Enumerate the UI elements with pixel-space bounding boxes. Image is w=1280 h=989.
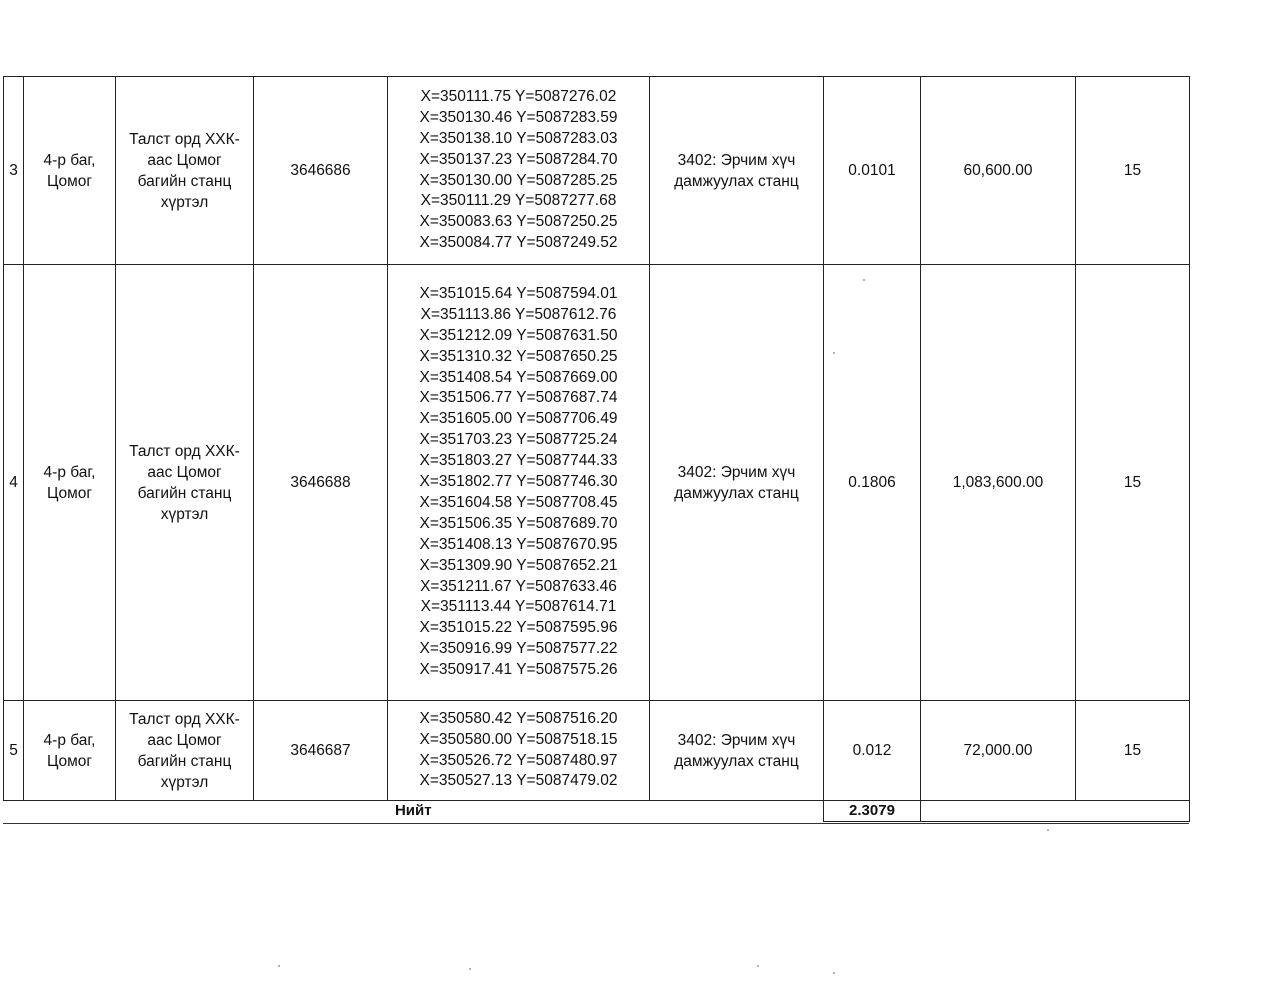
coordinate-pair: X=350527.13 Y=5087479.02 [419, 772, 618, 790]
coordinates-list [390, 709, 647, 793]
area-value: 0.1806 [824, 265, 921, 701]
description-line: хүртэл [160, 505, 209, 523]
description-line: багийн станц [137, 484, 232, 502]
amount-value: 60,600.00 [921, 77, 1076, 265]
coordinate-pair: X=351113.86 Y=5087612.76 [420, 305, 617, 323]
coordinates-list [390, 284, 647, 681]
scan-speck [469, 968, 471, 970]
coordinate-pair: X=350580.00 Y=5087518.15 [419, 730, 618, 748]
coordinate-pair: X=351113.44 Y=5087614.71 [420, 598, 617, 616]
total-blank-cell [921, 801, 1190, 822]
coordinate-pair: X=351802.77 Y=5087746.30 [419, 473, 618, 491]
purpose-line: дамжуулах станц [674, 172, 799, 190]
coordinate-pair: X=350138.10 Y=5087283.03 [419, 129, 618, 147]
area-value: 0.0101 [824, 77, 921, 265]
bag-line: Цомог [46, 172, 93, 190]
description-line: Талст орд ХХК- [129, 130, 240, 148]
scan-speck [833, 352, 835, 354]
coordinate-pair: X=351803.27 Y=5087744.33 [419, 452, 618, 470]
coordinate-pair: X=350917.41 Y=5087575.26 [419, 661, 618, 679]
description-line: Талст орд ХХК- [129, 442, 240, 460]
total-area: 2.3079 [824, 801, 921, 822]
table-row [4, 701, 1190, 801]
coordinate-pair: X=351310.32 Y=5087650.25 [419, 347, 618, 365]
bag-line: 4-р баг, [43, 731, 96, 749]
bag-cell [24, 265, 116, 701]
coordinate-pair: X=351605.00 Y=5087706.49 [419, 410, 618, 428]
bag-line: 4-р баг, [43, 463, 96, 481]
description-cell [116, 701, 254, 801]
coordinate-pair: X=350111.29 Y=5087277.68 [420, 192, 617, 210]
description-line: аас Цомог [147, 151, 222, 169]
description-line: аас Цомог [147, 463, 222, 481]
coordinate-pair: X=350130.46 Y=5087283.59 [419, 108, 618, 126]
purpose-line: 3402: Эрчим хүч [677, 731, 796, 749]
bag-line: Цомог [46, 484, 93, 502]
years-value: 15 [1076, 265, 1190, 701]
coordinate-pair: X=350083.63 Y=5087250.25 [419, 213, 618, 231]
purpose-cell [650, 701, 824, 801]
years-value: 15 [1076, 701, 1190, 801]
scan-speck [757, 965, 759, 967]
coordinates-cell [388, 701, 650, 801]
amount-value: 72,000.00 [921, 701, 1076, 801]
purpose-line: 3402: Эрчим хүч [677, 463, 796, 481]
purpose-cell [650, 77, 824, 265]
description-line: Талст орд ХХК- [129, 710, 240, 728]
row-number: 4 [4, 265, 24, 701]
coordinate-pair: X=350580.42 Y=5087516.20 [419, 709, 618, 727]
coordinate-pair: X=350111.75 Y=5087276.02 [420, 87, 617, 105]
purpose-line: дамжуулах станц [674, 752, 799, 770]
bottom-rule [3, 823, 1189, 824]
coordinate-pair: X=351309.90 Y=5087652.21 [419, 556, 618, 574]
purpose-cell [650, 265, 824, 701]
land-allocation-table [3, 76, 1190, 822]
parcel-code: 3646686 [254, 77, 388, 265]
coordinates-cell [388, 265, 650, 701]
bag-cell [24, 77, 116, 265]
coordinate-pair: X=351015.22 Y=5087595.96 [419, 619, 618, 637]
coordinate-pair: X=351211.67 Y=5087633.46 [420, 577, 617, 595]
purpose-line: дамжуулах станц [674, 484, 799, 502]
row-number: 3 [4, 77, 24, 265]
coordinates-cell [388, 77, 650, 265]
row-number: 5 [4, 701, 24, 801]
bag-line: 4-р баг, [43, 151, 96, 169]
coordinate-pair: X=351015.64 Y=5087594.01 [419, 284, 618, 302]
coordinate-pair: X=350084.77 Y=5087249.52 [419, 234, 618, 252]
area-value: 0.012 [824, 701, 921, 801]
table-row [4, 265, 1190, 701]
purpose-line: 3402: Эрчим хүч [677, 151, 796, 169]
coordinate-pair: X=351408.54 Y=5087669.00 [419, 368, 618, 386]
total-label: Нийт [4, 801, 824, 822]
description-line: багийн станц [137, 172, 232, 190]
scan-speck [833, 972, 835, 974]
coordinate-pair: X=351212.09 Y=5087631.50 [419, 326, 618, 344]
coordinate-pair: X=351408.13 Y=5087670.95 [419, 535, 618, 553]
coordinate-pair: X=351506.77 Y=5087687.74 [419, 389, 618, 407]
description-line: багийн станц [137, 752, 232, 770]
coordinates-list [390, 87, 647, 254]
bag-line: Цомог [46, 752, 93, 770]
table-row [4, 77, 1190, 265]
coordinate-pair: X=351604.58 Y=5087708.45 [419, 493, 618, 511]
description-line: хүртэл [160, 773, 209, 791]
coordinate-pair: X=350526.72 Y=5087480.97 [419, 751, 618, 769]
description-cell [116, 265, 254, 701]
amount-value: 1,083,600.00 [921, 265, 1076, 701]
coordinate-pair: X=350137.23 Y=5087284.70 [419, 150, 618, 168]
coordinate-pair: X=350130.00 Y=5087285.25 [419, 171, 618, 189]
description-cell [116, 77, 254, 265]
total-row [4, 801, 1190, 822]
coordinate-pair: X=351506.35 Y=5087689.70 [419, 514, 618, 532]
scan-speck [863, 279, 865, 281]
description-line: аас Цомог [147, 731, 222, 749]
parcel-code: 3646687 [254, 701, 388, 801]
scan-speck [278, 965, 280, 967]
parcel-code: 3646688 [254, 265, 388, 701]
bag-cell [24, 701, 116, 801]
scan-speck [1047, 829, 1049, 831]
years-value: 15 [1076, 77, 1190, 265]
coordinate-pair: X=351703.23 Y=5087725.24 [419, 431, 618, 449]
description-line: хүртэл [160, 193, 209, 211]
coordinate-pair: X=350916.99 Y=5087577.22 [419, 640, 618, 658]
